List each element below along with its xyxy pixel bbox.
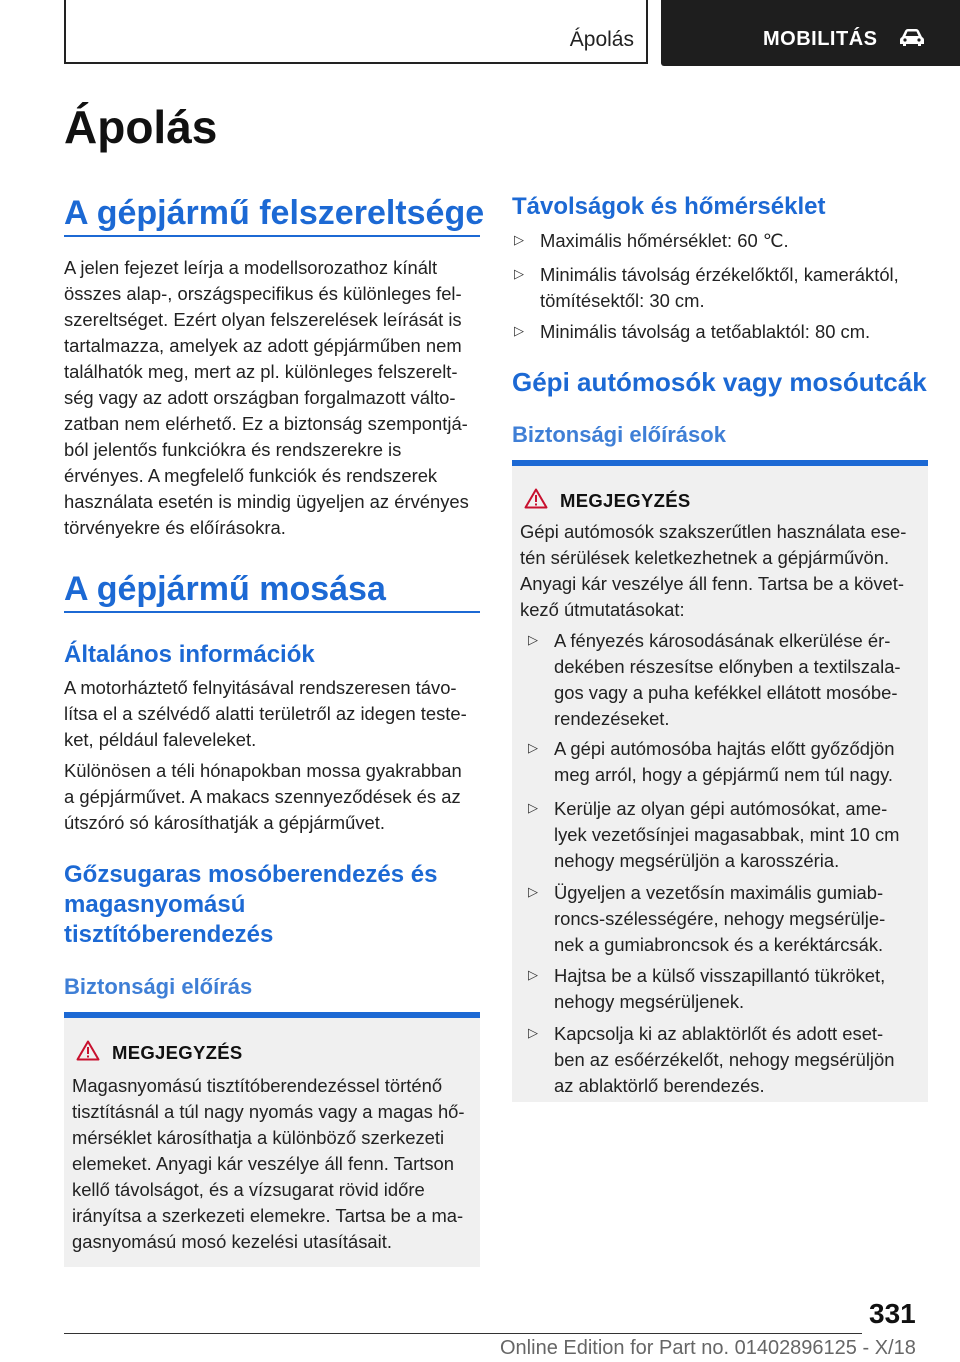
list-item: [540, 228, 789, 254]
text-line: Magasnyomású tisztítóberendezéssel történő: [72, 1075, 443, 1096]
note-heading: MEGJEGYZÉS: [112, 1042, 243, 1063]
heading-line: magasnyomású: [64, 891, 246, 918]
text-line: irányítsa a szerkezeti elemekre. Tartsa be a ma-: [72, 1205, 464, 1226]
heading-steam-cleaner: [64, 860, 437, 950]
text-line: összes alap-, országspecifikus és különleges fel-: [64, 283, 462, 304]
text-line: ben az esőérzékelőt, nehogy megsérüljön: [554, 1049, 895, 1070]
text-line: a gépjárművet. A makacs szennyeződések és az: [64, 786, 461, 807]
warning-icon: [76, 1040, 100, 1061]
warning-icon: [524, 488, 548, 509]
bullet-triangle-icon: ▷: [528, 632, 538, 647]
text-line: szereltséget. Ezért olyan felszerelések leírását is: [64, 309, 462, 330]
heading-rule: [64, 235, 480, 237]
heading-safety: Biztonsági előírás: [64, 974, 253, 999]
bullet-triangle-icon: ▷: [514, 323, 524, 338]
heading-line: tisztítóberendezés: [64, 921, 274, 948]
text-line: ség vagy az adott országban forgalmazott válto-: [64, 387, 456, 408]
note-text: [72, 1073, 465, 1255]
header-section-frame: [64, 0, 648, 64]
heading-washing: A gépjármű mosása: [64, 570, 386, 608]
note-box: [512, 460, 928, 1102]
text-line: gos vagy a puha kefékkel ellátott mosóbe-: [554, 682, 898, 703]
paragraph-general-2: [64, 758, 462, 836]
text-line: Kerülje az olyan gépi autómosókat, ame-: [554, 798, 888, 819]
list-item: [554, 880, 885, 958]
heading-equipment: A gépjármű felszereltsége: [64, 194, 485, 232]
text-line: az ablaktörlő berendezés.: [554, 1075, 765, 1096]
list-item: [554, 628, 901, 732]
list-item: [554, 963, 885, 1015]
paragraph-equipment: [64, 255, 469, 541]
heading-car-wash: Gépi autómosók vagy mosóutcák: [512, 367, 927, 397]
text-line: rendezéseket.: [554, 708, 670, 729]
text-line: A gépi autómosóba hajtás előtt győződjön: [554, 738, 895, 759]
bullet-triangle-icon: ▷: [514, 266, 524, 281]
text-line: zatban nem elérhető. Ez a biztonság szempontjá-: [64, 413, 468, 434]
text-line: kező útmutatásokat:: [520, 599, 685, 620]
bullet-triangle-icon: ▷: [528, 1025, 538, 1040]
text-line: kellő távolságot, és a vízsugarat rövid időre: [72, 1179, 425, 1200]
text-line: roncs-szélességére, nehogy megsérülje-: [554, 908, 886, 929]
text-line: találhatók meg, mert az pl. különleges felszerelt-: [64, 361, 458, 382]
text-line: ket, például faleveleket.: [64, 729, 257, 750]
text-line: A motorháztető felnyitásával rendszeresen távo-: [64, 677, 457, 698]
text-line: Kapcsolja ki az ablaktörlőt és adott eset-: [554, 1023, 884, 1044]
heading-rule: [64, 611, 480, 613]
car-icon: [899, 28, 925, 48]
text-line: lyek vezetősínjei magasabbak, mint 10 cm: [554, 824, 900, 845]
text-line: tén sérülések keletkezhetnek a gépjárművön.: [520, 547, 890, 568]
bullet-triangle-icon: ▷: [528, 740, 538, 755]
header-chapter-title: MOBILITÁS: [763, 28, 878, 50]
note-box: [64, 1012, 480, 1267]
bullet-triangle-icon: ▷: [528, 967, 538, 982]
text-line: nek a gumiabroncsok és a keréktárcsák.: [554, 934, 884, 955]
text-line: tisztításnál a túl nagy nyomás vagy a magas hő-: [72, 1101, 465, 1122]
list-item: [554, 796, 900, 874]
paragraph-general-1: [64, 675, 467, 753]
list-item: [540, 319, 870, 345]
text-line: nehogy megsérüljön a karosszéria.: [554, 850, 840, 871]
note-bar: [512, 460, 928, 466]
text-line: Anyagi kár veszélye áll fenn. Tartsa be a követ-: [520, 573, 905, 594]
note-heading: MEGJEGYZÉS: [560, 490, 691, 511]
heading-line: Gőzsugaras mosóberendezés és: [64, 861, 438, 888]
header-section-title: Ápolás: [569, 28, 634, 51]
header-chapter-tab: [661, 0, 960, 66]
text-line: érvényes. A megfelelő funkciók és rendszerek: [64, 465, 438, 486]
text-line: Minimális távolság a tetőablaktól: 80 cm.: [540, 321, 871, 342]
heading-distances: Távolságok és hőmérséklet: [512, 193, 826, 220]
text-line: Hajtsa be a külső visszapillantó tükröket,: [554, 965, 886, 986]
bullet-triangle-icon: ▷: [528, 884, 538, 899]
footer-rule: [64, 1333, 862, 1334]
list-item: [554, 736, 894, 788]
text-line: lítsa el a szélvédő alatti területről az idegen teste-: [64, 703, 467, 724]
text-line: dekében részesítse előnyben a textilszala-: [554, 656, 901, 677]
bullet-triangle-icon: ▷: [528, 800, 538, 815]
text-line: meg arról, hogy a gépjármű nem túl nagy.: [554, 764, 894, 785]
note-bar: [64, 1012, 480, 1018]
text-line: Különösen a téli hónapokban mossa gyakrabban: [64, 760, 462, 781]
page-title: Ápolás: [64, 101, 218, 153]
text-line: ból jelentős funkciókra és rendszerekre is: [64, 439, 402, 460]
text-line: A fényezés károsodásának elkerülése ér-: [554, 630, 891, 651]
text-line: Gépi autómosók szakszerűtlen használata ese-: [520, 521, 907, 542]
note-text: [520, 519, 906, 623]
list-item: [540, 262, 899, 314]
text-line: Maximális hőmérséklet: 60 ℃.: [540, 230, 789, 251]
heading-safety-rules: Biztonsági előírások: [512, 422, 726, 447]
text-line: gasnyomású mosó kezelési utasításait.: [72, 1231, 392, 1252]
heading-general-info: Általános információk: [64, 641, 315, 668]
text-line: útszóró só károsíthatják a gépjárművet.: [64, 812, 385, 833]
page-number: 331: [869, 1298, 916, 1329]
list-item: [554, 1021, 894, 1099]
bullet-triangle-icon: ▷: [514, 232, 524, 247]
text-line: nehogy megsérüljenek.: [554, 991, 745, 1012]
footer-edition: Online Edition for Part no. 01402896125 - X/18: [500, 1337, 916, 1359]
text-line: tartalmazza, amelyek az adott gépjárműben nem: [64, 335, 462, 356]
text-line: Minimális távolság érzékelőktől, kameráktól,: [540, 264, 899, 285]
text-line: A jelen fejezet leírja a modellsorozathoz kínált: [64, 257, 438, 278]
text-line: tömítésektől: 30 cm.: [540, 290, 705, 311]
text-line: használata esetén is mindig ügyeljen az érvényes: [64, 491, 469, 512]
text-line: Ügyeljen a vezetősín maximális gumiab-: [554, 882, 884, 903]
text-line: elemeket. Anyagi kár veszélye áll fenn. Tartson: [72, 1153, 454, 1174]
text-line: törvényekre és előírásokra.: [64, 517, 286, 538]
text-line: mérséklet károsíthatja a különböző szerkezeti: [72, 1127, 445, 1148]
page-header: [0, 0, 960, 66]
